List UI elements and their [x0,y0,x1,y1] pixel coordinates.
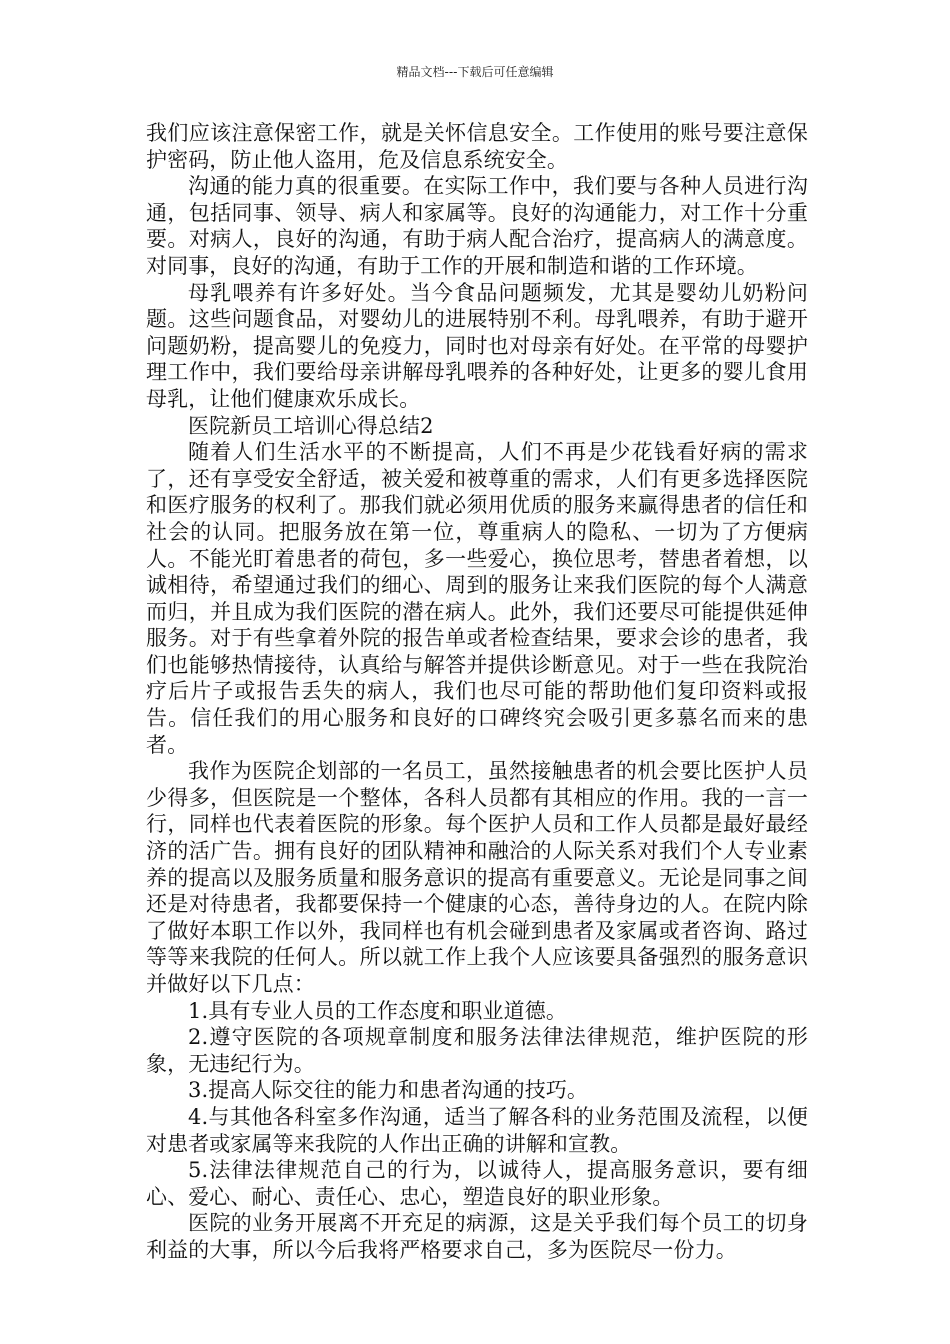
document-body [146,120,808,1264]
list-item-5: 5.法律法律规范自己的行为，以诚待人，提高服务意识，要有细心、爱心、耐心、责任心、忠心，塑造良好的职业形象。 [146,1158,808,1209]
page-header: 精品文档---下载后可任意编辑 [396,65,554,79]
list-item-1: 1.具有专业人员的工作态度和职业道德。 [188,998,567,1023]
paragraph-planning-dept: 我作为医院企划部的一名员工，虽然接触患者的机会要比医护人员少得多，但医院是一个整体，各科人员都有其相应的作用。我的一言一行，同样也代表着医院的形象。每个医护人员和工作人员都是最好最经济的活广告。拥有良好的团队精神和融洽的人际关系对我们个人专业素养的提高以及服务质量和服务意识的提高有重要意义。无论是同事之间还是对待患者，我都要保持一个健康的心态，善待身边的人。在院内除了做好本职工作以外，我同样也有机会碰到患者及家属或者咨询、路过等等来我院的任何人。所以就工作上我个人应该要具备强烈的服务意识并做好以下几点： [146,759,808,996]
paragraph-service: 随着人们生活水平的不断提高，人们不再是少花钱看好病的需求了，还有享受安全舒适，被关爱和被尊重的需求，人们有更多选择医院和医疗服务的权利了。那我们就必须用优质的服务来赢得患者的信任和社会的认同。把服务放在第一位，尊重病人的隐私、一切为了方便病人。不能光盯着患者的荷包，多一些爱心，换位思考，替患者着想，以诚相待，希望通过我们的细心、周到的服务让来我们医院的每个人满意而归，并且成为我们医院的潜在病人。此外，我们还要尽可能提供延伸服务。对于有些拿着外院的报告单或者检查结果，要求会诊的患者，我们也能够热情接待，认真给与解答并提供诊断意见。对于一些在我院治疗后片子或报告丢失的病人，我们也尽可能的帮助他们复印资料或报告。信任我们的用心服务和良好的口碑终究会吸引更多慕名而来的患者。 [146,440,808,757]
list-item-2: 2.遵守医院的各项规章制度和服务法律法律规范，维护医院的形象，无违纪行为。 [146,1025,808,1076]
list-item-3: 3.提高人际交往的能力和患者沟通的技巧。 [188,1078,589,1103]
list-item-4: 4.与其他各科室多作沟通，适当了解各科的业务范围及流程，以便对患者或家属等来我院的人作出正确的讲解和宣教。 [146,1104,808,1156]
paragraph-communication: 沟通的能力真的很重要。在实际工作中，我们要与各种人员进行沟通，包括同事、领导、病人和家属等。良好的沟通能力，对工作十分重要。对病人，良好的沟通，有助于病人配合治疗，提高病人的满意度。对同事，良好的沟通，有助于工作的开展和制造和谐的工作环境。 [146,174,808,278]
section-heading: 医院新员工培训心得总结2 [188,413,434,438]
paragraph-breastfeeding: 母乳喂养有许多好处。当今食品问题频发，尤其是婴幼儿奶粉问题。这些问题食品，对婴幼儿的进展特别不利。母乳喂养，有助于避开问题奶粉，提高婴儿的免疫力，同时也对母亲有好处。在平常的母婴护理工作中，我们要给母亲讲解母乳喂养的各种好处，让更多的婴儿食用母乳，让他们健康欢乐成长。 [146,280,808,411]
paragraph-conclusion: 医院的业务开展离不开充足的病源，这是关乎我们每个员工的切身利益的大事，所以今后我将严格要求自己，多为医院尽一份力。 [146,1211,808,1262]
paragraph-confidentiality: 我们应该注意保密工作，就是关怀信息安全。工作使用的账号要注意保护密码，防止他人盗用，危及信息系统安全。 [146,121,808,172]
